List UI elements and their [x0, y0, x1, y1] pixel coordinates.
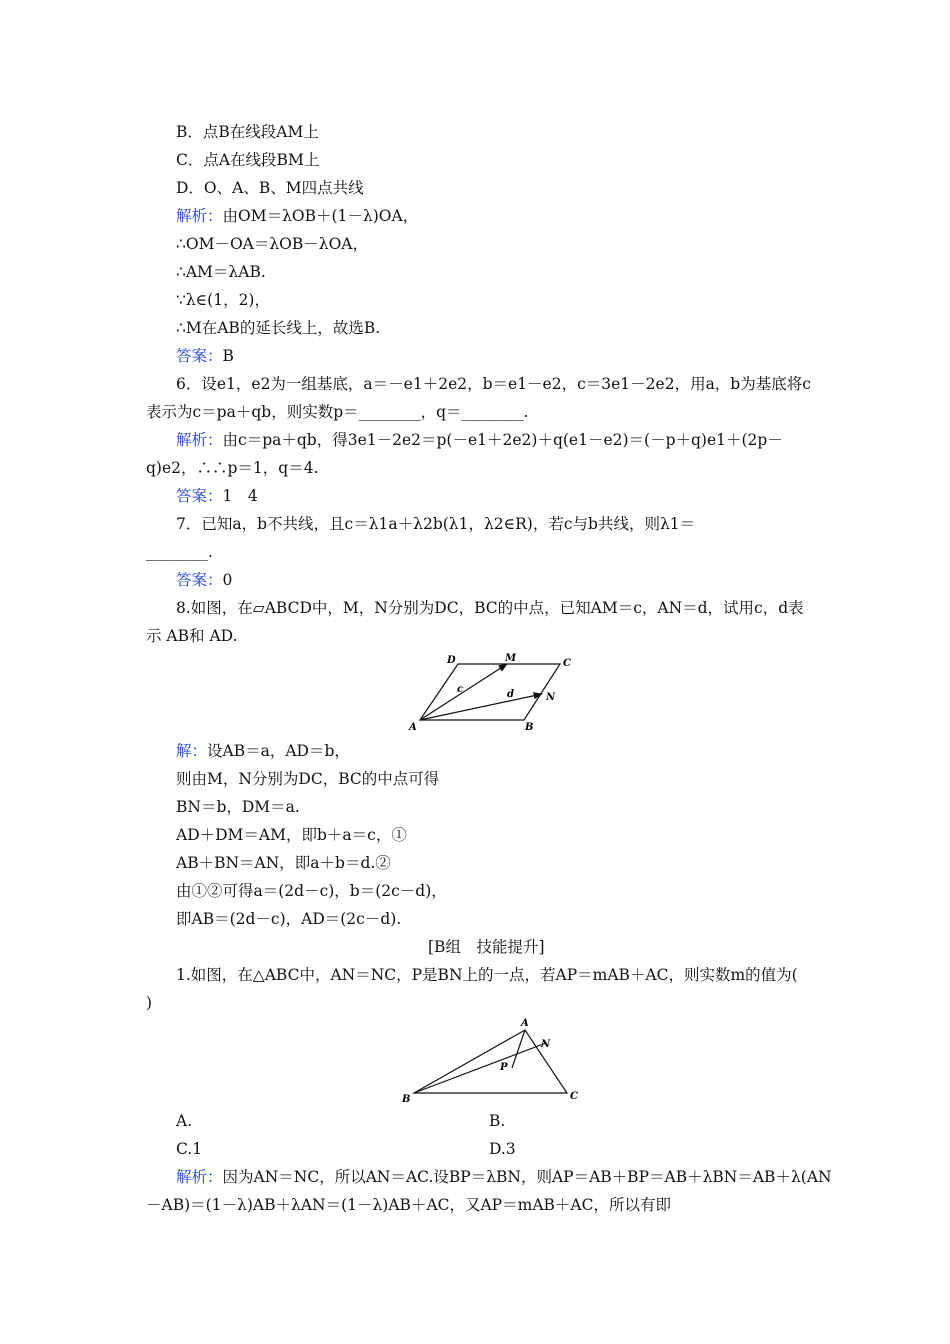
option-c: C．点A在线段BM上: [176, 151, 320, 169]
answer-tag: 答案：: [176, 571, 223, 589]
option-c: C.1: [176, 1140, 203, 1158]
solution-line: BN＝b，DM＝a.: [176, 798, 300, 816]
analysis-cont: －AB)＝(1－λ)AB＋λAN＝(1－λ)AB＋AC，又AP＝mAB＋AC，所以有即: [146, 1196, 671, 1214]
option-d: D.3: [489, 1140, 516, 1158]
label-m: M: [505, 653, 517, 664]
label-a: A: [521, 1018, 529, 1029]
answer-line: [176, 346, 234, 366]
solution-line: 即AB＝(2d－c)，AD＝(2c－d).: [176, 910, 402, 928]
answer-line: [176, 486, 258, 506]
question-8: 8.如图，在▱ABCD中，M，N分别为DC，BC的中点，已知AM＝c，AN＝d，试用c，d表: [176, 599, 804, 617]
option-a: A.: [176, 1112, 193, 1130]
analysis-tag: 解析：: [176, 431, 223, 449]
label-a: A: [409, 722, 417, 733]
solution-line: [176, 741, 350, 761]
answer-tag: 答案：: [176, 487, 223, 505]
parallelogram-figure: [400, 650, 590, 740]
label-b: B: [402, 1094, 411, 1105]
answer-text: 0: [222, 571, 233, 589]
derivation-line: ∴OM－OA＝λOB－λOA，: [176, 235, 368, 253]
label-b: B: [525, 722, 534, 733]
question-b1: 1.如图，在△ABC中，AN＝NC，P是BN上的一点，若AP＝mAB＋AC，则实数m的值为(: [176, 966, 798, 984]
vector-an: [420, 694, 542, 720]
question-6: 6．设e1，e2为一组基底，a＝－e1＋2e2，b＝e1－e2，c＝3e1－2e2，用a，b为基底将c: [176, 375, 811, 393]
label-n: N: [546, 692, 556, 703]
label-c: C: [570, 1091, 578, 1102]
label-c-vector: c: [457, 684, 464, 695]
solution-tag: 解：: [176, 742, 208, 760]
label-n: N: [541, 1039, 551, 1050]
derivation-line: ∴M在AB的延长线上，故选B.: [176, 319, 381, 337]
label-d: D: [447, 655, 456, 666]
label-d-vector: d: [507, 689, 514, 700]
section-heading: [B组 技能提升]: [428, 938, 545, 956]
derivation-line: ∴AM＝λAB.: [176, 263, 266, 281]
analysis-line: [176, 1167, 832, 1187]
segment-bn: [414, 1043, 546, 1093]
label-p: P: [500, 1062, 508, 1073]
question-7: 7．已知a，b不共线，且c＝λ1a＋λ2b(λ1，λ2∈R)，若c与b共线，则λ1＝: [176, 515, 696, 533]
option-b: B．点B在线段AM上: [176, 123, 319, 141]
triangle-figure: [396, 1014, 586, 1109]
option-d: D．O、A、B、M四点共线: [176, 179, 364, 197]
analysis-cont: q)e2，∴∴p＝1，q＝4.: [146, 459, 319, 477]
answer-text: B: [222, 347, 234, 365]
analysis-text: 由c＝pa＋qb，得3e1－2e2＝p(－e1＋2e2)＋q(e1－e2)＝(－p＋q)e1＋(2p－: [222, 431, 783, 449]
solution-text: 设AB＝a，AD＝b，: [207, 742, 350, 760]
question-7-cont: ________.: [146, 543, 213, 561]
parallelogram-shape: [420, 664, 560, 720]
label-c-vertex: C: [563, 658, 571, 669]
option-b: B.: [489, 1112, 506, 1130]
analysis-line: [176, 206, 418, 226]
solution-line: 由①②可得a＝(2d－c)，b＝(2c－d)，: [176, 882, 447, 900]
derivation-line: ∵λ∈(1，2)，: [176, 291, 270, 309]
solution-line: 则由M，N分别为DC，BC的中点可得: [176, 770, 440, 788]
question-b1-cont: ): [146, 994, 153, 1012]
answer-tag: 答案：: [176, 347, 223, 365]
question-6-cont: 表示为c＝pa＋qb，则实数p＝________，q＝________.: [146, 403, 529, 421]
answer-text: 1 4: [222, 487, 258, 505]
analysis-tag: 解析：: [176, 207, 223, 225]
question-8-cont: 示 AB和 AD.: [146, 627, 238, 645]
analysis-text: 因为AN＝NC，所以AN＝AC.设BP＝λBN，则AP＝AB＋BP＝AB＋λBN＝AB＋λ(AN: [222, 1168, 832, 1186]
answer-line: [176, 570, 232, 590]
analysis-line: [176, 430, 783, 450]
analysis-tag: 解析：: [176, 1168, 223, 1186]
solution-line: AD＋DM＝AM，即b＋a＝c，①: [176, 826, 407, 844]
solution-line: AB＋BN＝AN，即a＋b＝d.②: [176, 854, 391, 872]
analysis-text: 由OM＝λOB＋(1－λ)OA，: [222, 207, 419, 225]
vector-am: [420, 664, 507, 720]
